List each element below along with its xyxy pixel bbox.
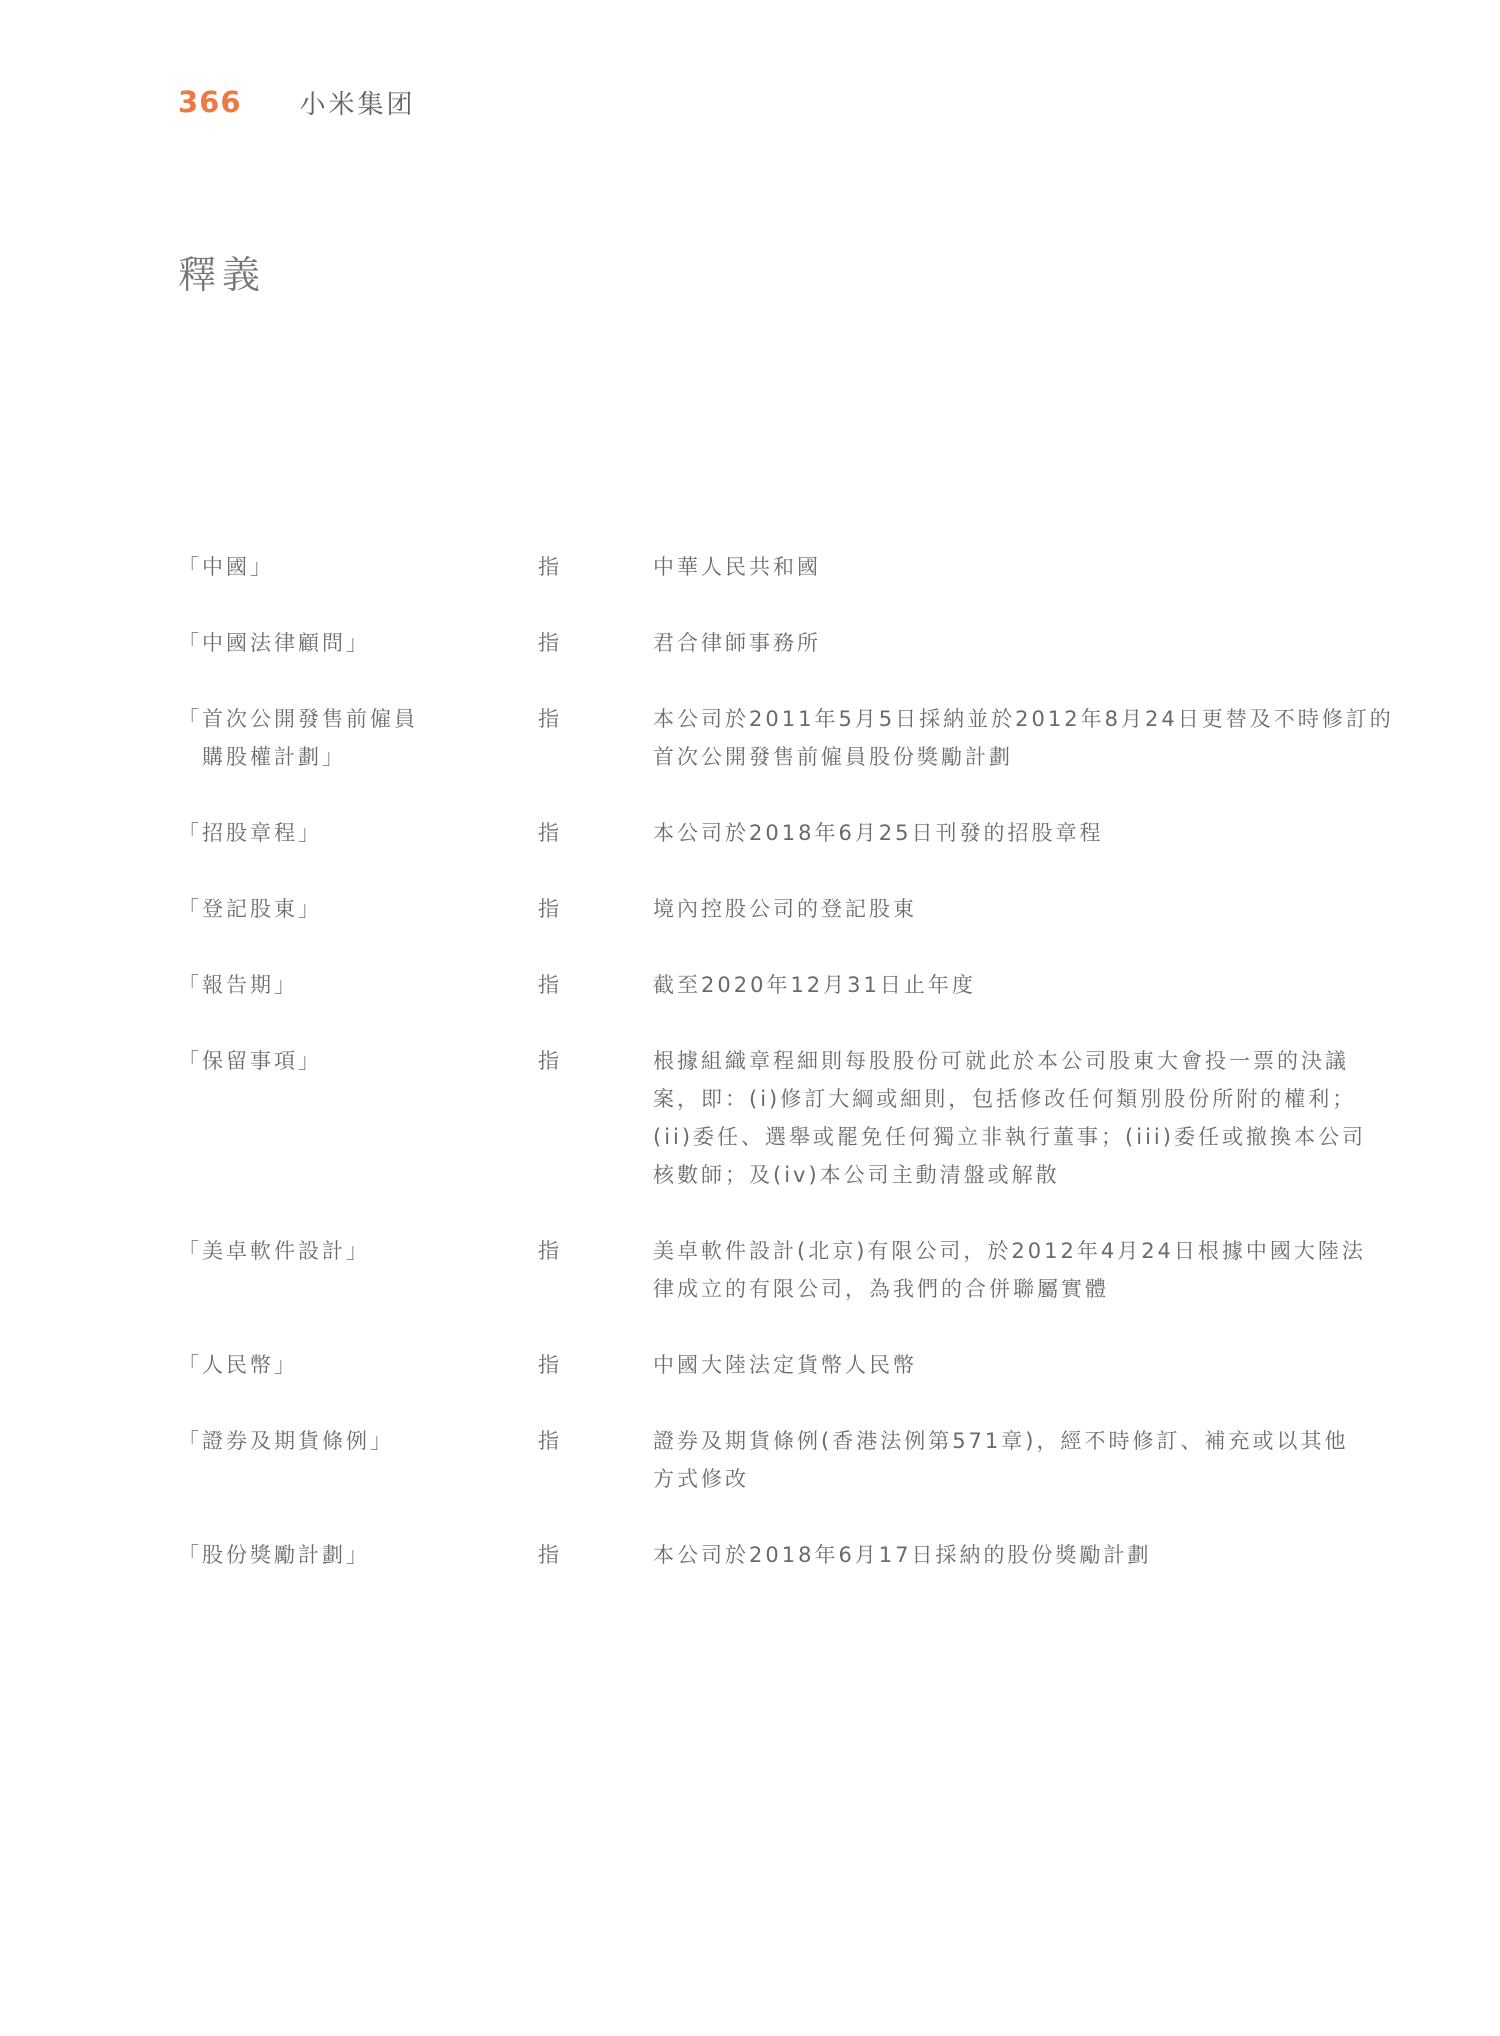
definition-text-line: 律成立的有限公司，為我們的合併聯屬實體 [653,1277,1109,1301]
definition-row [178,966,1328,1004]
definition-means: 指 [538,973,559,997]
definition-term: 「股份獎勵計劃」 [178,1543,370,1567]
definition-row [178,1232,1366,1308]
definition-text-line: 君合律師事務所 [653,631,821,655]
definitions-list [178,548,1394,1612]
definition-text [653,1422,1349,1498]
definition-text-line: 本公司於2018年6月17日採納的股份獎勵計劃 [653,1543,1152,1567]
definition-text-line: 首次公開發售前僱員股份獎勵計劃 [653,745,1013,769]
definition-text-line: 證券及期貨條例(香港法例第571章)，經不時修訂、補充或以其他 [653,1429,1349,1453]
definition-text-line: 案，即：(i)修訂大綱或細則，包括修改任何類別股份所附的權利； [653,1087,1357,1111]
definition-means: 指 [538,1429,559,1453]
definition-text [653,1536,1329,1574]
definition-term: 「登記股東」 [178,897,322,921]
definition-row [178,890,1328,928]
definition-text-line: 本公司於2018年6月25日刊發的招股章程 [653,821,1104,845]
definition-term: 「招股章程」 [178,821,322,845]
definition-row [178,1536,1328,1574]
definition-row [178,1422,1349,1498]
definition-row [178,1346,1328,1384]
definition-text-line: 美卓軟件設計(北京)有限公司，於2012年4月24日根據中國大陸法 [653,1239,1366,1263]
definition-means: 指 [538,1353,559,1377]
definition-text-line: (ii)委任、選舉或罷免任何獨立非執行董事；(iii)委任或撤換本公司 [653,1125,1366,1149]
definition-means: 指 [538,1239,559,1263]
definition-row [178,700,1394,776]
definition-text-line: 境內控股公司的登記股東 [653,897,917,921]
definition-means: 指 [538,821,559,845]
definition-text [653,624,1329,662]
definition-term: 「報告期」 [178,973,298,997]
definition-means: 指 [538,707,559,731]
definition-text [653,1042,1366,1194]
definition-text-line: 核數師；及(iv)本公司主動清盤或解散 [653,1163,1060,1187]
definition-text [653,890,1329,928]
definition-text-line: 中華人民共和國 [653,555,821,579]
definition-text-line: 方式修改 [653,1467,749,1491]
page-number: 366 [178,85,242,119]
definition-means: 指 [538,897,559,921]
company-name: 小米集团 [299,89,416,120]
definition-text [653,700,1394,776]
definition-means: 指 [538,1543,559,1567]
section-title: 釋義 [178,253,267,297]
definition-term: 「證券及期貨條例」 [178,1429,394,1453]
page-header [178,80,416,124]
definition-means: 指 [538,631,559,655]
definition-row [178,548,1328,586]
definition-text [653,1346,1329,1384]
definition-term: 「中國法律顧問」 [178,631,370,655]
definition-means: 指 [538,555,559,579]
definition-text [653,548,1329,586]
definition-term: 「美卓軟件設計」 [178,1239,370,1263]
definition-text-line: 中國大陸法定貨幣人民幣 [653,1353,917,1377]
definition-means: 指 [538,1049,559,1073]
definition-row [178,624,1328,662]
definition-term: 「中國」 [178,555,274,579]
definition-row [178,1042,1366,1194]
definition-row [178,814,1328,852]
definition-text [653,814,1329,852]
definition-text-line: 本公司於2011年5月5日採納並於2012年8月24日更替及不時修訂的 [653,707,1394,731]
definition-term: 「首次公開發售前僱員 購股權計劃」 [178,707,418,769]
definition-term: 「人民幣」 [178,1353,298,1377]
definition-text [653,1232,1366,1308]
definition-text-line: 根據組織章程細則每股股份可就此於本公司股東大會投一票的決議 [653,1049,1349,1073]
definition-text-line: 截至2020年12月31日止年度 [653,973,976,997]
definition-term: 「保留事項」 [178,1049,322,1073]
definition-text [653,966,1329,1004]
